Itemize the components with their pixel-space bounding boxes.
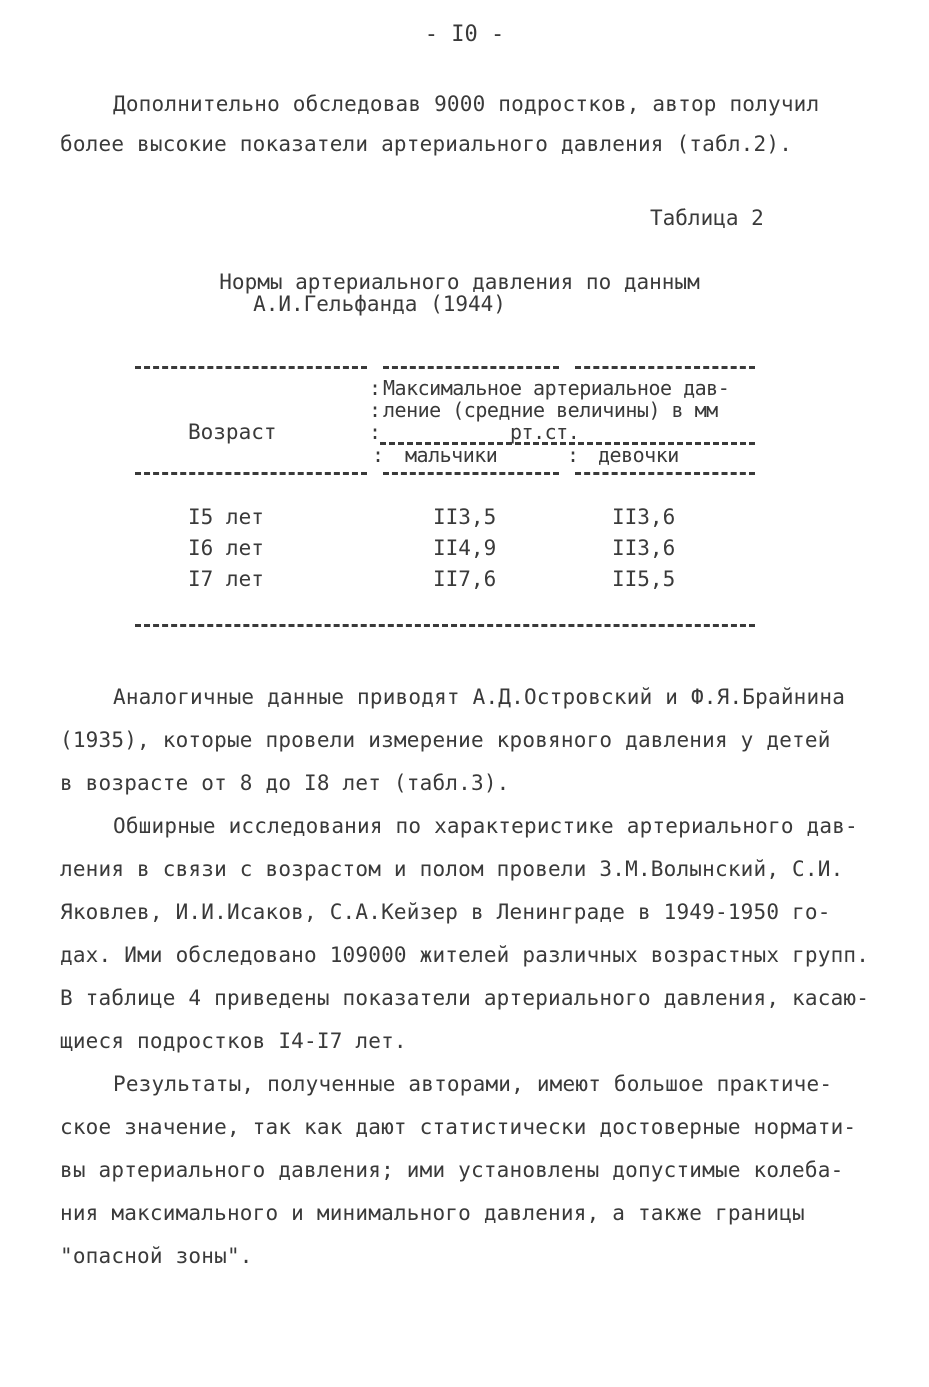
body-line-5: ления в связи с возрастом и полом провели З.М.Волынский, С.И. (60, 857, 844, 881)
body-line-10: Результаты, полученные авторами, имеют большое практиче- (113, 1072, 833, 1096)
row-girls: II3,6 (612, 505, 676, 529)
table-top-rule (575, 366, 755, 369)
header-bottom-rule (135, 472, 367, 475)
row-age: I6 лет (188, 536, 264, 560)
header-age: Возраст (188, 420, 277, 444)
body-line-9: щиеся подростков I4-I7 лет. (60, 1029, 407, 1053)
body-line-1: Аналогичные данные приводят А.Д.Островский и Ф.Я.Брайнина (113, 685, 846, 709)
header-girls: девочки (598, 443, 679, 467)
document-page: - I0 - Дополнительно обследовав 9000 подростков, автор получил более высокие показатели артериального давления (табл.2). Таблица 2 Нормы артериального давления по данным А.И.Гельфанда (1944) Возраст : : : : Максимальное артериальное дав- ление (средние величины) в мм рт.ст. мальчики : девочки I5 лет II3,5 II3,6 I6 лет II4,9 II3,6 I7 лет II7,6 II5,5 Аналогичные данные приводят А.Д.Островский и Ф.Я.Брайнина (1935), которые провели измерение кровяного давления у детей в возрасте от 8 до I8 лет (табл.3). Обширные исследования по характеристике артериального дав- ления в связи с возрастом и полом провели З.М.Волынский, С.И. Яковлев, И.И.Исаков, С.А.Кейзер в Ленинграде в 1949-1950 го- дах. Ими обследовано 109000 жителей различных возрастных групп. В таблице 4 приведены показатели артериального давления, касаю- щиеся подростков I4-I7 лет. Результаты, полученные авторами, имеют большое практиче- ское значение, так как дают статистически достоверные нормати- вы артериального давления; ими установлены допустимые колеба- ния максимального и минимального давления, а также границы "опасной зоны". (0, 0, 929, 1387)
row-girls: II3,6 (612, 536, 676, 560)
body-line-14: "опасной зоны". (60, 1244, 253, 1268)
page-number: - I0 - (424, 22, 505, 47)
intro-line-2: более высокие показатели артериального давления (табл.2). (60, 132, 793, 156)
header-max-pressure-line-3: рт.ст. (510, 420, 580, 444)
header-max-pressure-line-1: Максимальное артериальное дав- (383, 376, 730, 400)
header-bottom-rule (383, 472, 559, 475)
header-boys: мальчики (405, 443, 498, 467)
body-line-6: Яковлев, И.И.Исаков, С.А.Кейзер в Ленинграде в 1949-1950 го- (60, 900, 831, 924)
body-line-7: дах. Ими обследовано 109000 жителей различных возрастных групп. (60, 943, 870, 967)
row-boys: II7,6 (433, 567, 497, 591)
row-age: I5 лет (188, 505, 264, 529)
table-bottom-rule (135, 624, 755, 627)
body-line-2: (1935), которые провели измерение кровяного давления у детей (60, 728, 831, 752)
body-line-4: Обширные исследования по характеристике артериального дав- (113, 814, 858, 838)
intro-line-1: Дополнительно обследовав 9000 подростков, автор получил (113, 92, 820, 116)
header-max-pressure-line-2: ление (средние величины) в мм (383, 398, 718, 422)
table-top-rule (383, 366, 559, 369)
row-girls: II5,5 (612, 567, 676, 591)
row-boys: II3,5 (433, 505, 497, 529)
body-line-13: ния максимального и минимального давления, а также границы (60, 1201, 805, 1225)
header-bottom-rule (575, 472, 755, 475)
table-top-rule (135, 366, 367, 369)
row-age: I7 лет (188, 567, 264, 591)
table-title-line-2: А.И.Гельфанда (1944) (253, 292, 506, 316)
table-title-line-1: Нормы артериального давления по данным (219, 270, 700, 294)
row-boys: II4,9 (433, 536, 497, 560)
body-line-3: в возрасте от 8 до I8 лет (табл.3). (60, 771, 510, 795)
body-line-12: вы артериального давления; ими установлены допустимые колеба- (60, 1158, 844, 1182)
body-line-11: ское значение, так как дают статистически достоверные нормати- (60, 1115, 857, 1139)
table-label: Таблица 2 (650, 206, 764, 230)
body-line-8: В таблице 4 приведены показатели артериального давления, касаю- (60, 986, 870, 1010)
